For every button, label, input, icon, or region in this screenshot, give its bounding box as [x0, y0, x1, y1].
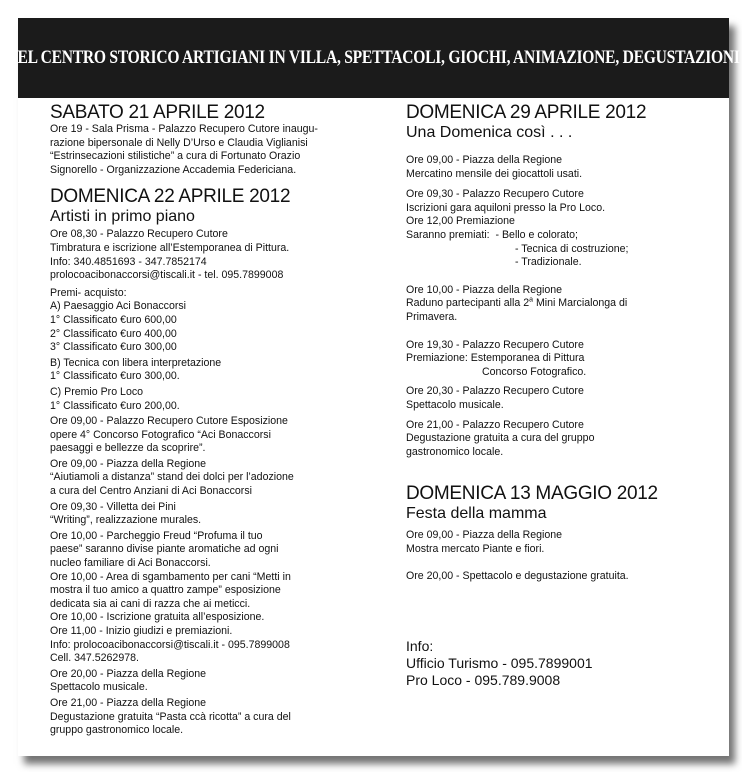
subtitle-domenica-cosi: Una Domenica così . . .: [406, 124, 573, 141]
right-column: [406, 102, 701, 689]
subtitle-artisti: Artisti in primo piano: [50, 208, 195, 226]
prize-label-row: Saranno premiati: - Bello e colorato;: [406, 228, 578, 241]
event-block-spettacolo-musicale: Ore 20,30 - Palazzo Recupero Cutore Spettacolo musicale.: [406, 385, 584, 411]
info-ufficio-turismo: Ufficio Turismo - 095.7899001: [406, 655, 593, 672]
event-block-aquiloni: Ore 09,30 - Palazzo Recupero Cutore Iscrizioni gara aquiloni presso la Pro Loco. Ore 12,00 Premiazione Saranno premiati: - Bello e colorato; - Tecnica di costruzione; - Tradizionale.: [406, 188, 701, 270]
banner-title: NEL CENTRO STORICO ARTIGIANI IN VILLA, SPETTACOLI, GIOCHI, ANIMAZIONE, DEGUSTAZIONI: [6, 47, 741, 68]
event-block-esposizione: Ore 09,00 - Palazzo Recupero Cutore Esposizione opere 4° Concorso Fotografico “Aci Bonaccorsi paesaggi e bellezze da scoprire”.: [50, 415, 288, 455]
sat-event-description: Ore 19 - Sala Prisma - Palazzo Recupero Cutore inaugu- razione bipersonale di Nelly D’Urso e Claudia Viglianisi “Estrinsecazioni stilistiche” a cura di Fortunato Orazio Signorello - Organizzazione Accademia Federiciana.: [50, 123, 318, 176]
event-block-mercatino: Ore 09,00 - Piazza della Regione Mercatino mensile dei giocattoli usati.: [406, 154, 583, 180]
subtitle-festa-mamma: Festa della mamma: [406, 505, 547, 523]
date-heading-sun-22: DOMENICA 22 APRILE 2012: [50, 186, 291, 208]
prize-list-a: Premi- acquisto: A) Paesaggio Aci Bonaccorsi 1° Classificato €uro 600,00 2° Classificato €uro 400,00 3° Classificato €uro 300,00: [50, 286, 187, 354]
event-block-degustazione-gruppo: Ore 21,00 - Palazzo Recupero Cutore Degustazione gratuita a cura del gruppo gastronomico locale.: [406, 418, 595, 458]
info-label: Info:: [406, 638, 434, 655]
event-block-profuma: Ore 10,00 - Parcheggio Freud “Profuma il tuo paese” saranno divise piante aromatiche ad ogni nucleo familiare di Aci Bonaccorsi.: [50, 529, 279, 570]
date-heading-sat-21: SABATO 21 APRILE 2012: [50, 102, 265, 123]
event-block-writing: Ore 09,30 - Villetta dei Pini “Writing”, realizzazione murales.: [50, 500, 202, 527]
info-contacts: [406, 638, 701, 689]
event-block-spettacolo-degustazione: Ore 20,00 - Spettacolo e degustazione gratuita.: [406, 570, 629, 583]
event-block-timbratura: Ore 08,30 - Palazzo Recupero Cutore Timbratura e iscrizione all’Estemporanea di Pittura. Info: 340.4851693 - 347.7852174 prolocoacibonaccorsi@tiscali.it - tel. 095.7899008: [50, 228, 290, 282]
event-block-spettacolo: Ore 20,00 - Piazza della Regione Spettacolo musicale.: [50, 667, 207, 694]
event-block-marcialonga: Ore 10,00 - Piazza della Regione Raduno partecipanti alla 2$^a$ Mini Marcialonga di Primavera.: [406, 283, 628, 323]
left-column: [50, 102, 350, 738]
header-banner: [6, 18, 741, 98]
info-pro-loco: Pro Loco - 095.789.9008: [406, 672, 561, 689]
prize-list-b: B) Tecnica con libera interpretazione 1° Classificato €uro 300,00.: [50, 356, 222, 383]
prize-list-c: C) Premio Pro Loco 1° Classificato €uro 200,00.: [50, 385, 180, 412]
date-heading-sun-13: DOMENICA 13 MAGGIO 2012: [406, 483, 658, 505]
date-heading-sun-29: DOMENICA 29 APRILE 2012: [406, 102, 647, 123]
event-block-degustazione: Ore 21,00 - Piazza della Regione Degustazione gratuita “Pasta ccà ricotta” a cura del gruppo gastronomico locale.: [50, 696, 291, 737]
event-block-aiutiamoli: Ore 09,00 - Piazza della Regione “Aiutiamoli a distanza” stand dei dolci per l’adozione a cura del Centro Anziani di Aci Bonaccorsi: [50, 457, 294, 498]
flyer-sheet: [6, 18, 741, 756]
event-block-mostra-piante: Ore 09,00 - Piazza della Regione Mostra mercato Piante e fiori.: [406, 529, 563, 555]
event-block-cani: Ore 10,00 - Area di sgambamento per cani “Metti in mostra il tuo amico a quattro zampe” esposizione dedicata sia ai cani di razza che ai meticci. Ore 10,00 - Iscrizione gratuita all’esposizione. Ore 11,00 - Inizio giudizi e premiazioni. Info: prolocoacibonaccorsi@tiscali.it - 095.7899008 Cell. 347.5262978.: [50, 570, 291, 665]
event-block-premiazione: Ore 19,30 - Palazzo Recupero Cutore Premiazione: Estemporanea di Pittura Concorso Fotografico.: [406, 338, 587, 378]
